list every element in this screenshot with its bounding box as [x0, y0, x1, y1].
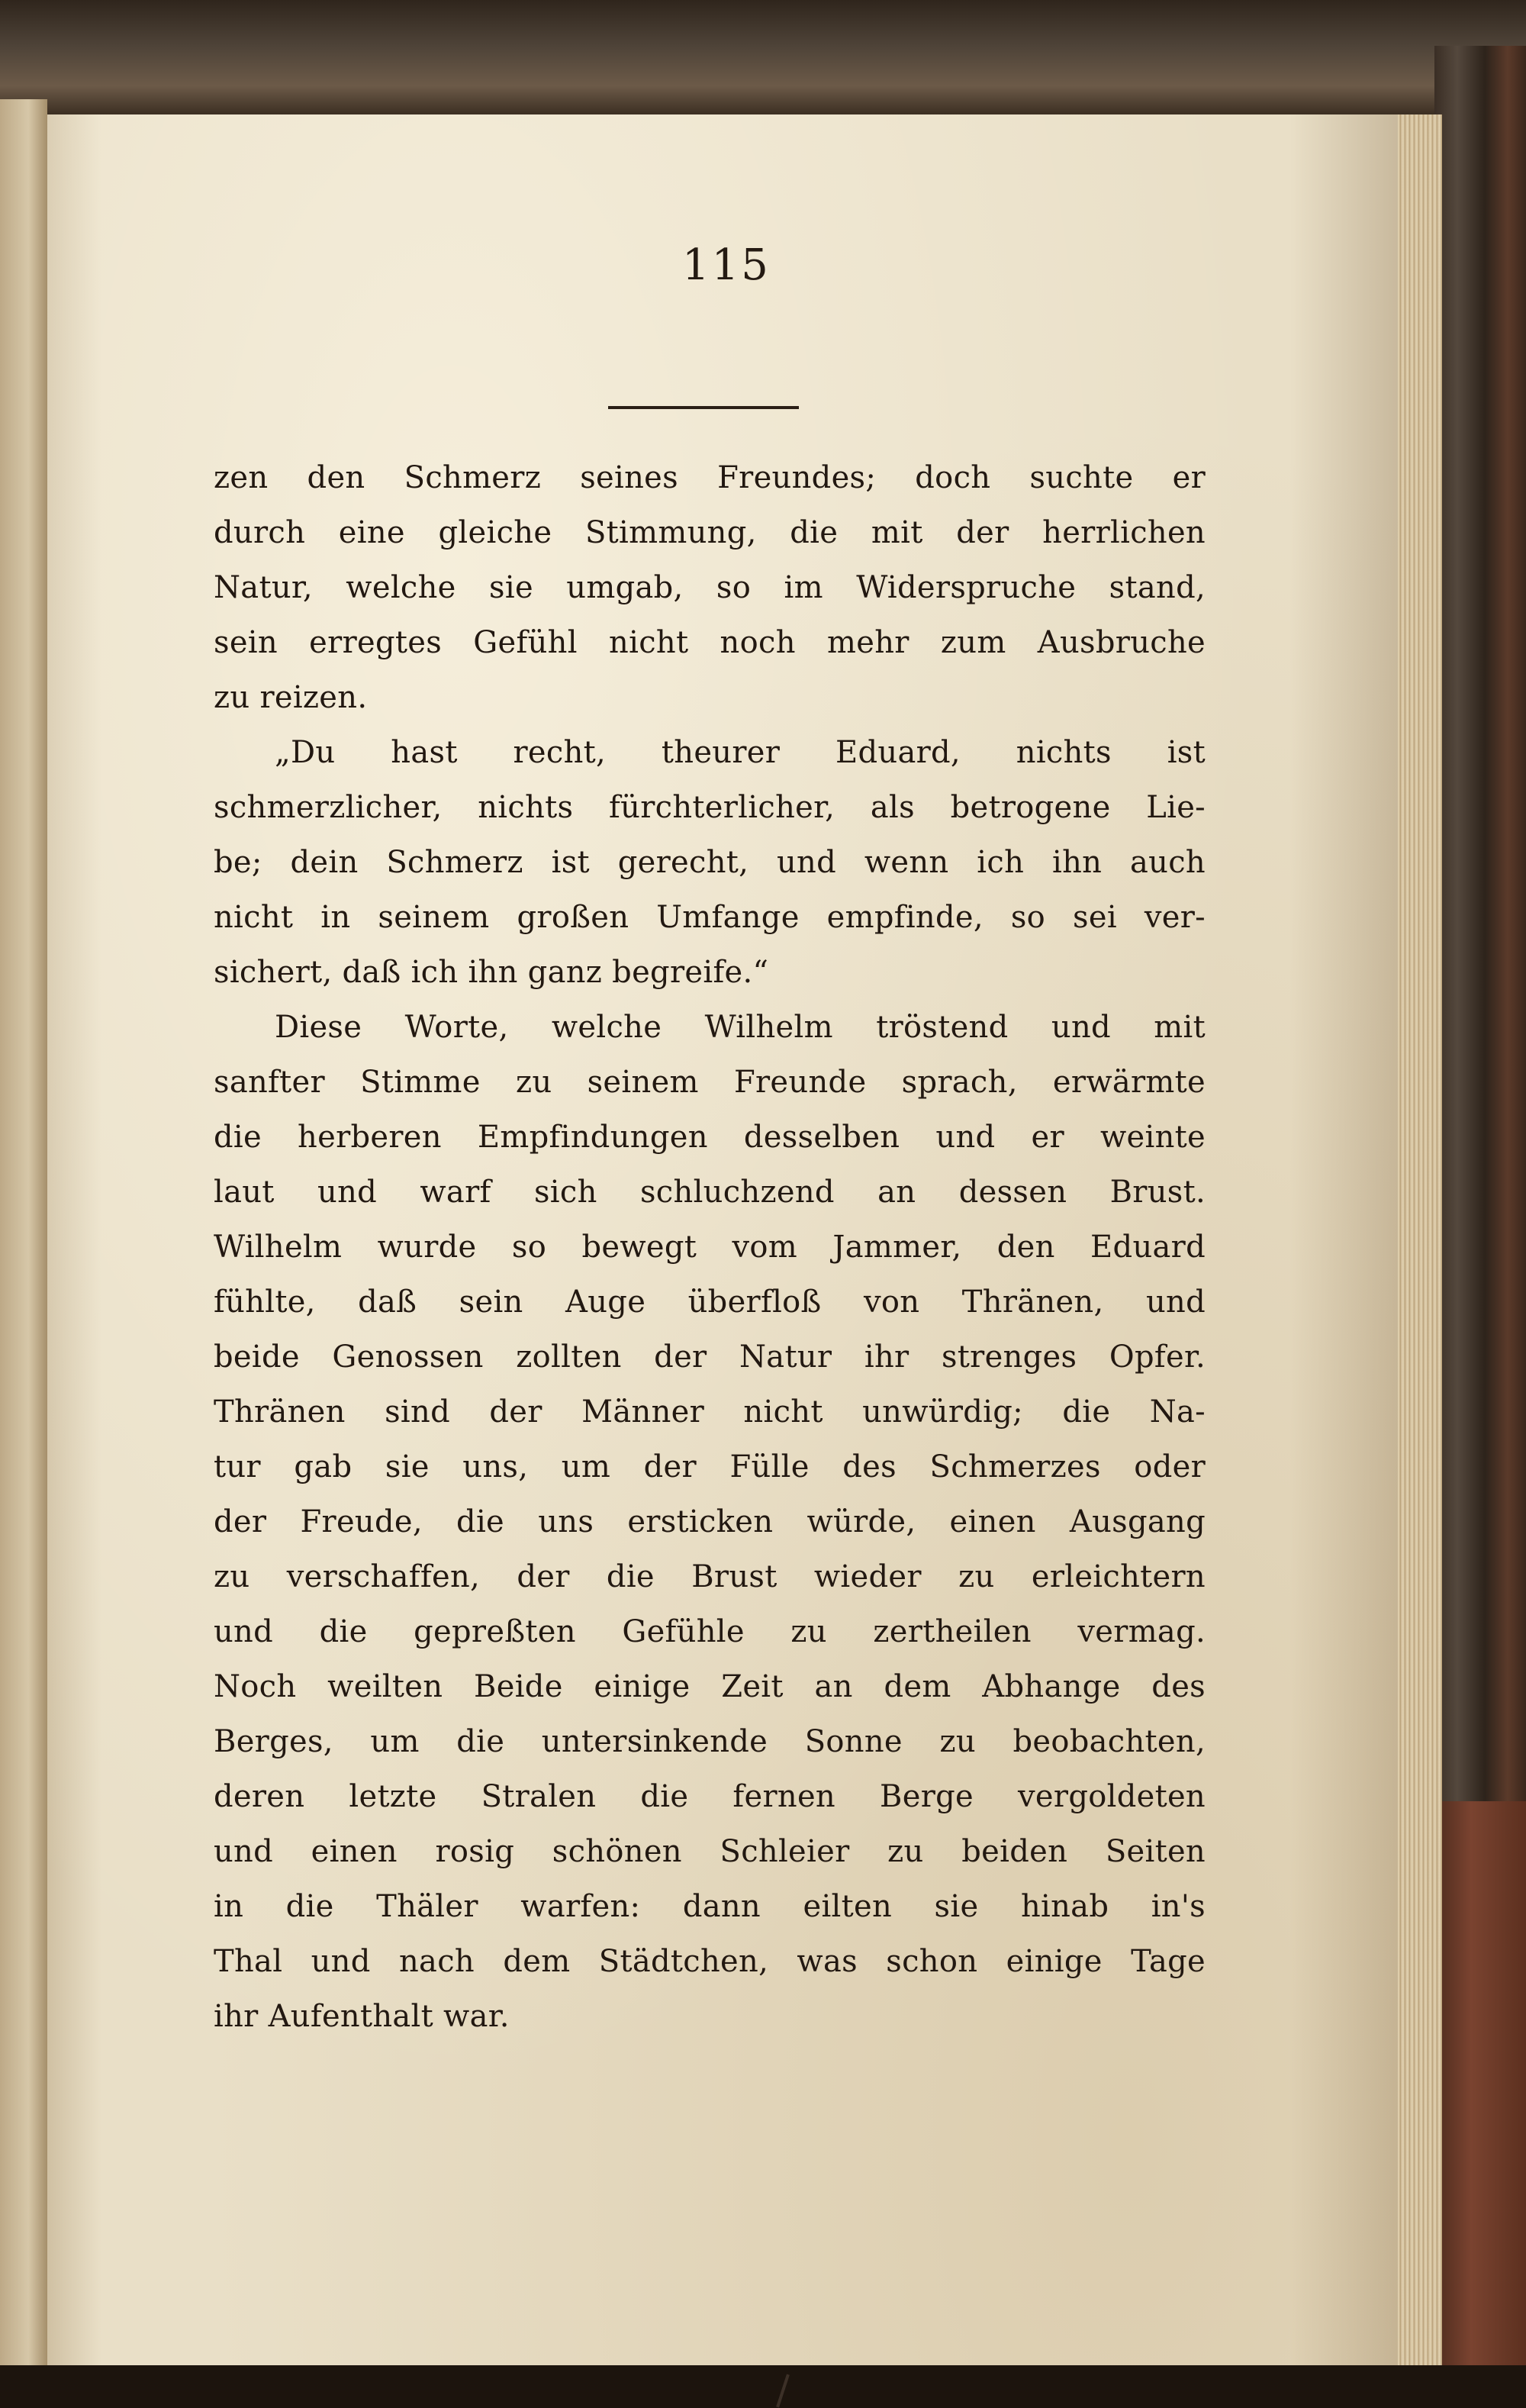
text-line: „Du hast recht, theurer Eduard, nichts ist — [275, 735, 1206, 770]
text-line: nicht in seinem großen Umfange empfinde, so sei ver- — [214, 900, 1206, 935]
text-line: be; dein Schmerz ist gerecht, und wenn ich ihn auch — [214, 845, 1206, 880]
text-line: schmerzlicher, nichts fürchterlicher, als betrogene Lie- — [214, 790, 1206, 825]
text-line: und einen rosig schönen Schleier zu beiden Seiten — [214, 1834, 1206, 1869]
text-line: Noch weilten Beide einige Zeit an dem Abhange des — [214, 1669, 1206, 1704]
text-line: Diese Worte, welche Wilhelm tröstend und mit — [275, 1010, 1206, 1045]
text-line: sanfter Stimme zu seinem Freunde sprach, erwärmte — [214, 1065, 1206, 1100]
book-cover-edge — [1434, 46, 1526, 2365]
text-line: laut und warf sich schluchzend an dessen Brust. — [214, 1175, 1206, 1210]
text-line: zen den Schmerz seines Freundes; doch suchte er — [214, 460, 1206, 495]
text-line: fühlte, daß sein Auge überfloß von Thränen, und — [214, 1285, 1206, 1320]
text-line: sichert, daß ich ihn ganz begreife.“ — [214, 955, 769, 990]
text-line: durch eine gleiche Stimmung, die mit der herrlichen — [214, 515, 1206, 550]
text-line: deren letzte Stralen die fernen Berge vergoldeten — [214, 1779, 1206, 1814]
book-binding-top — [0, 0, 1526, 114]
pencil-mark — [776, 2374, 790, 2407]
text-line: beide Genossen zollten der Natur ihr strenges Opfer. — [214, 1339, 1206, 1375]
text-line: ihr Aufenthalt war. — [214, 1999, 510, 2034]
text-line: und die gepreßten Gefühle zu zertheilen vermag. — [214, 1614, 1206, 1649]
text-line: sein erregtes Gefühl nicht noch mehr zum Ausbruche — [214, 625, 1206, 660]
page-text — [214, 450, 1206, 2044]
text-line: Wilhelm wurde so bewegt vom Jammer, den Eduard — [214, 1230, 1206, 1265]
text-line: die herberen Empfindungen desselben und er weinte — [214, 1120, 1206, 1155]
text-line: Berges, um die untersinkende Sonne zu beobachten, — [214, 1724, 1206, 1759]
text-line: Natur, welche sie umgab, so im Widerspruche stand, — [214, 570, 1206, 605]
text-line: in die Thäler warfen: dann eilten sie hinab in's — [214, 1889, 1206, 1924]
book-page — [47, 114, 1398, 2365]
text-line: Thal und nach dem Städtchen, was schon einige Tage — [214, 1944, 1206, 1979]
page-number: 115 — [682, 240, 771, 290]
text-line: zu reizen. — [214, 680, 368, 715]
page-stack-edge — [1396, 114, 1442, 2365]
header-rule — [608, 406, 799, 409]
text-line: zu verschaffen, der die Brust wieder zu erleichtern — [214, 1559, 1206, 1594]
text-line: Thränen sind der Männer nicht unwürdig; die Na- — [214, 1394, 1206, 1430]
text-line: der Freude, die uns ersticken würde, einen Ausgang — [214, 1504, 1206, 1539]
facing-page-edge — [0, 99, 47, 2365]
text-line: tur gab sie uns, um der Fülle des Schmerzes oder — [214, 1449, 1206, 1484]
